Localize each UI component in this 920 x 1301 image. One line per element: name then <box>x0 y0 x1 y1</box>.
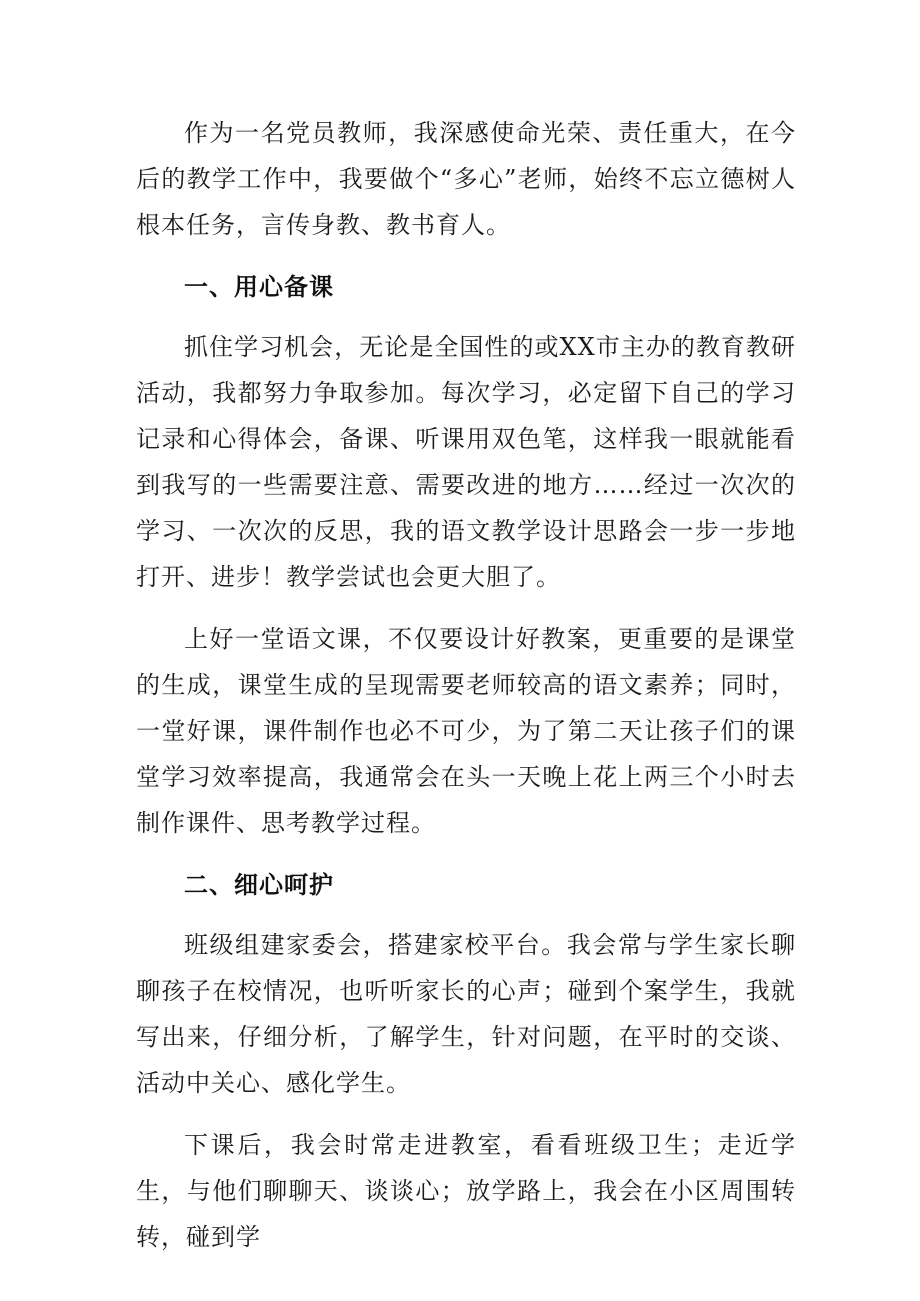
section1-paragraph-1: 抓住学习机会，无论是全国性的或XX市主办的教育教研活动，我都努力争取参加。每次学习，必定留下自己的学习记录和心得体会，备课、听课用双色笔，这样我一眼就能看到我写的一些需要注意、需要改进的地方……经过一次次的学习、一次次的反思，我的语文教学设计思路会一步一步地打开、进步！教学尝试也会更大胆了。 <box>136 333 796 591</box>
section-heading-1: 一、用心备课 <box>184 273 334 301</box>
section-heading-2: 二、细心呵护 <box>184 871 334 899</box>
section1-paragraph-2: 上好一堂语文课，不仅要设计好教案，更重要的是课堂的生成，课堂生成的呈现需要老师较高的语文素养；同时，一堂好课，课件制作也必不可少，为了第二天让孩子们的课堂学习效率提高，我通常会在头一天晚上花上两三个小时去制作课件、思考教学过程。 <box>136 625 796 837</box>
intro-paragraph: 作为一名党员教师，我深感使命光荣、责任重大，在今后的教学工作中，我要做个“多心”老师，始终不忘立德树人根本任务，言传身教、教书育人。 <box>136 119 796 239</box>
document-body <box>136 110 796 1276</box>
section2-paragraph-1: 班级组建家委会，搭建家校平台。我会常与学生家长聊聊孩子在校情况，也听听家长的心声；碰到个案学生，我就写出来，仔细分析，了解学生，针对问题，在平时的交谈、活动中关心、感化学生。 <box>136 931 796 1097</box>
section2-paragraph-2: 下课后，我会时常走进教室，看看班级卫生；走近学生，与他们聊聊天、谈谈心；放学路上，我会在小区周围转转，碰到学 <box>136 1131 796 1251</box>
